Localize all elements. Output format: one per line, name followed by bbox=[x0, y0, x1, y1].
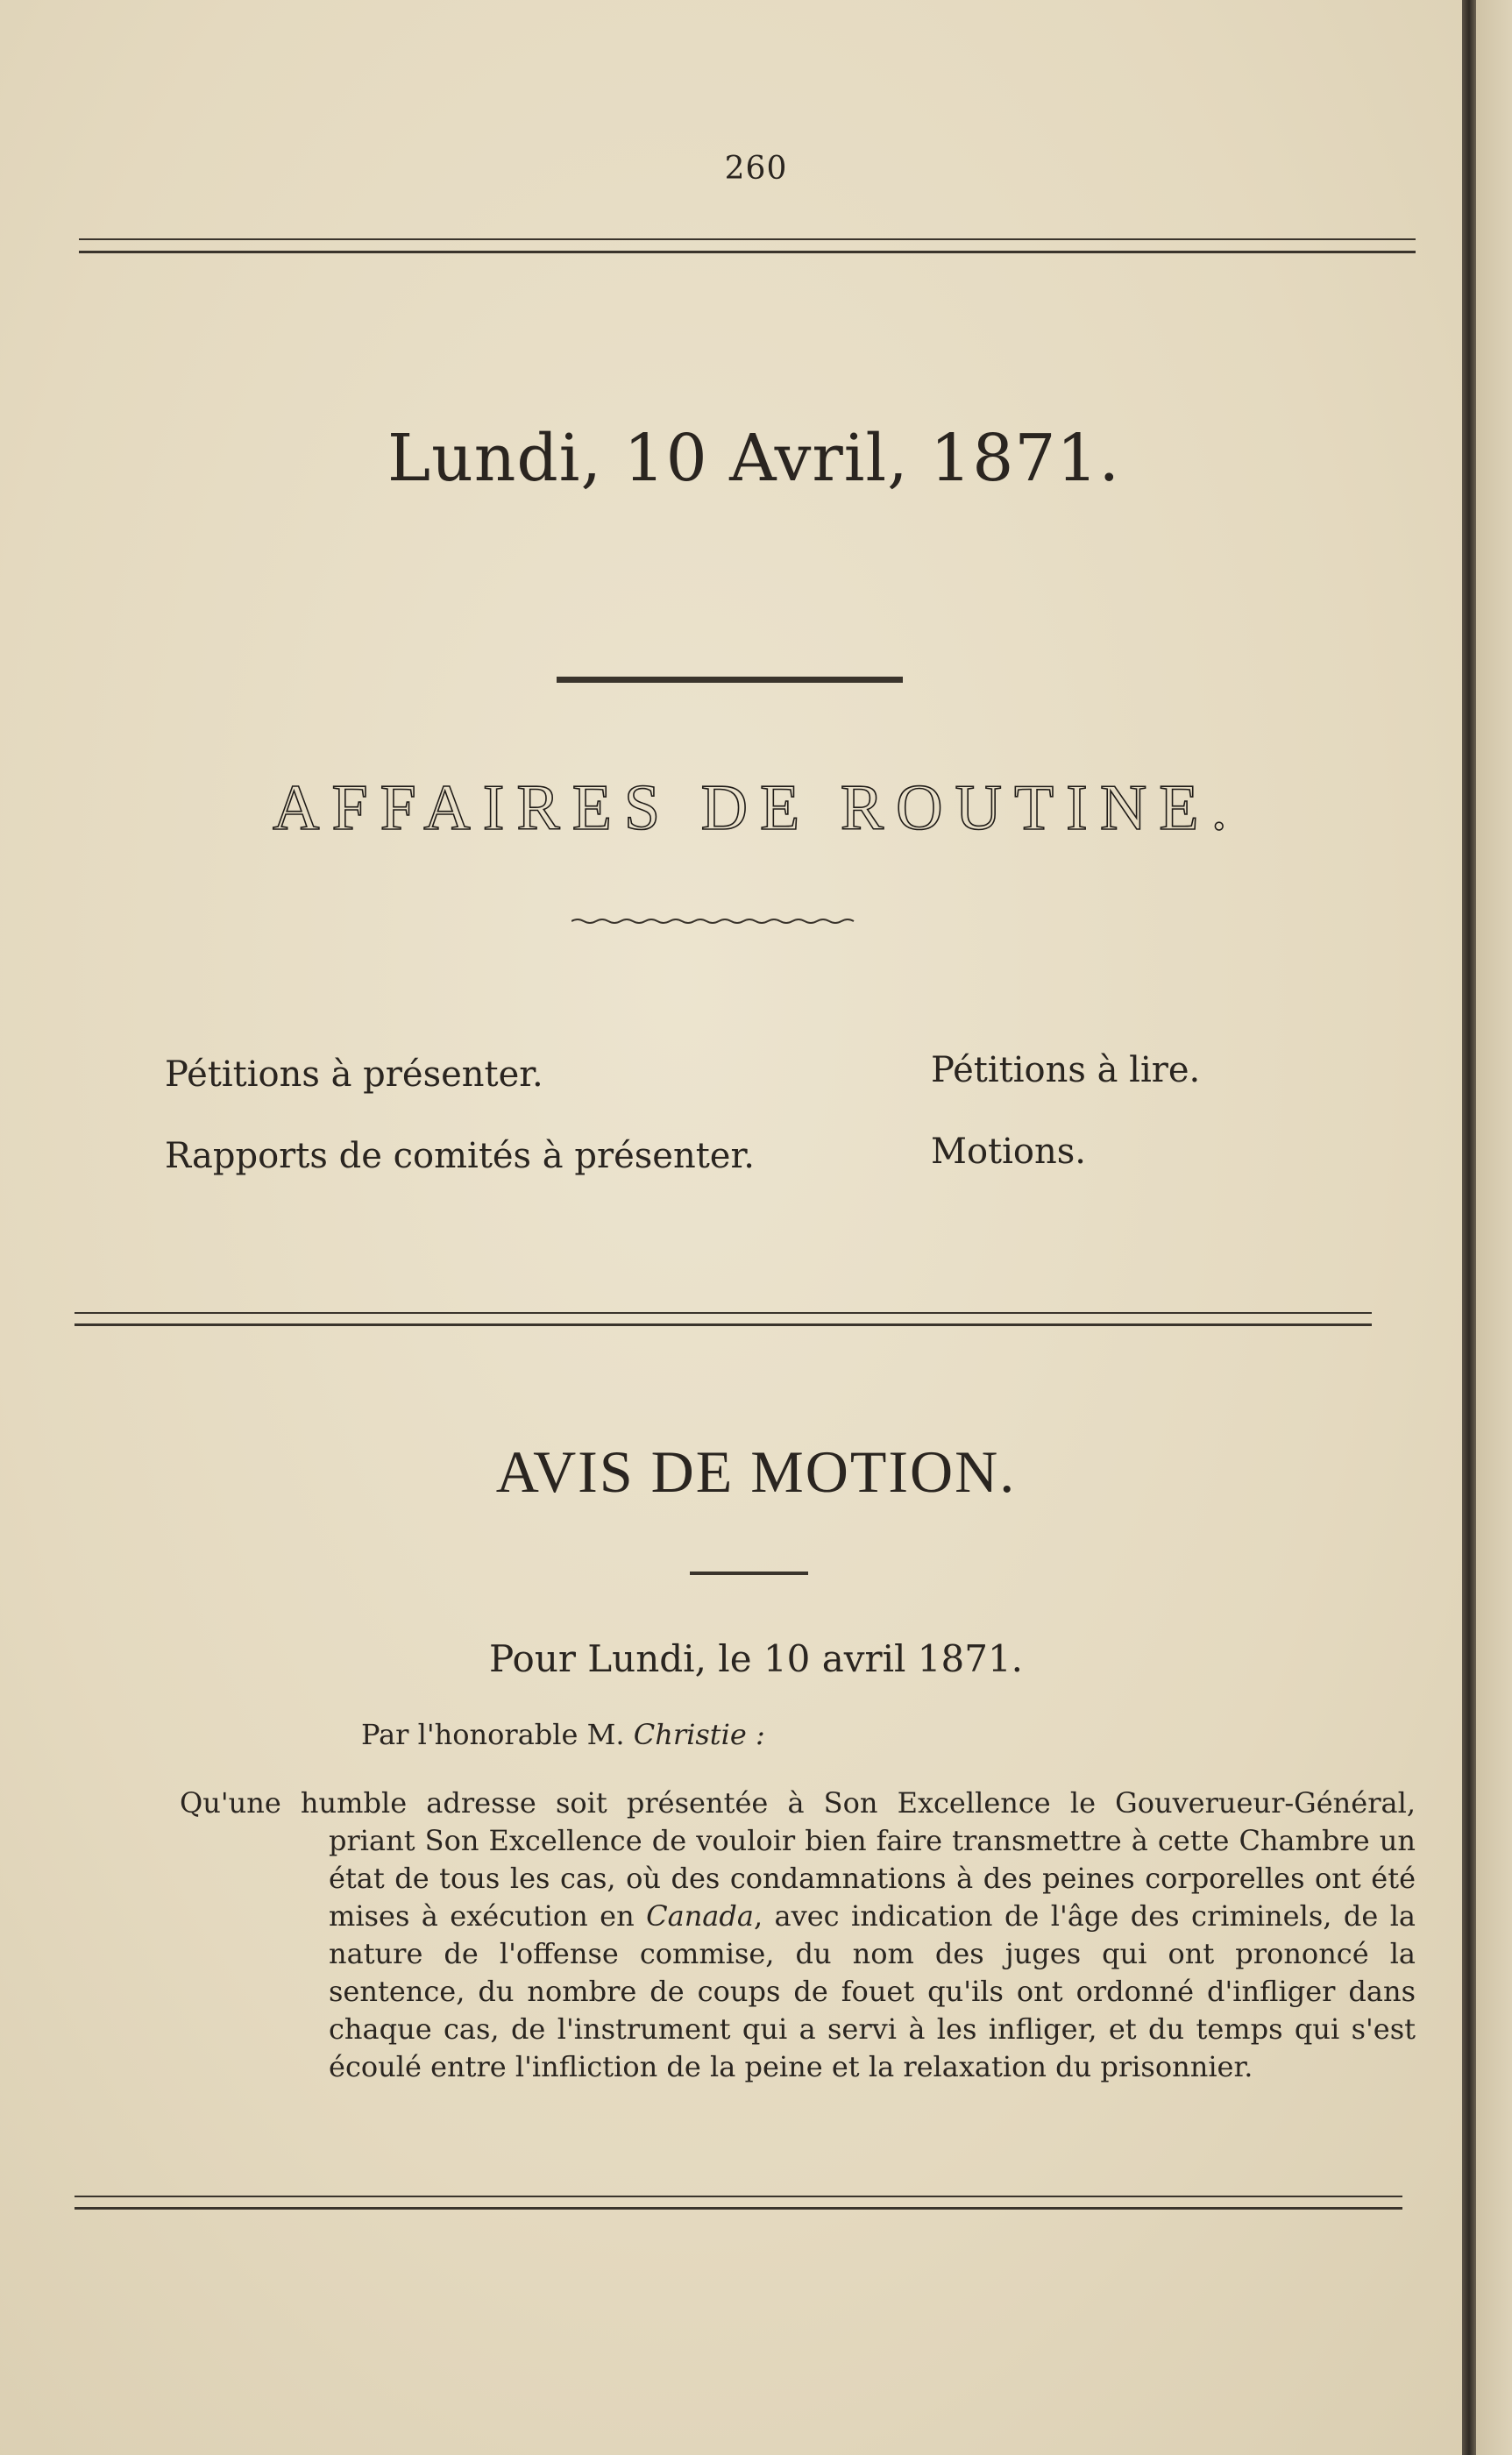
routine-item-rapports-de-comites: Rapports de comités à présenter. bbox=[165, 1136, 755, 1176]
binding-edge bbox=[1462, 0, 1476, 2455]
motion-text-part1: Qu'une humble adresse soit présentée à Son Excellence le Gouverueur-Général, priant Son Excellence de vouloir bien faire transmettre à cette Chambre un état de tous les cas, où des condamnations à des peines corporelles ont été mises à exécution en bbox=[180, 1786, 1416, 1933]
mover-name: Christie : bbox=[633, 1718, 765, 1751]
avis-separator bbox=[690, 1572, 808, 1575]
section-title-text: AFFAIRES DE ROUTINE. bbox=[273, 772, 1239, 844]
date-heading: Lundi, 10 Avril, 1871. bbox=[387, 421, 1121, 496]
motion-date-subheading: Pour Lundi, le 10 avril 1871. bbox=[488, 1637, 1024, 1680]
mover-prefix: Par l'honorable M. bbox=[361, 1718, 625, 1751]
heading-separator bbox=[557, 677, 903, 683]
motion-mover bbox=[361, 1718, 765, 1751]
middle-rule-upper bbox=[75, 1312, 1372, 1314]
routine-item-motions: Motions. bbox=[931, 1132, 1086, 1172]
motion-text-part2: , avec indication de l'âge des criminels, de la nature de l'offense commise, du nom des juges qui ont prononcé la sentence, du nombre de coups de fouet qu'ils ont ordonné d'infliger dans chaque cas, de l'instrument qui a servi à les infliger, et du temps qui s'est écoulé entre l'infliction de la peine et la relaxation du prisonnier. bbox=[329, 1899, 1416, 2083]
avis-de-motion-title: AVIS DE MOTION. bbox=[495, 1438, 1017, 1505]
bottom-rule-lower bbox=[75, 2207, 1402, 2210]
middle-rule-lower bbox=[75, 1323, 1372, 1326]
motion-text-place: Canada bbox=[646, 1899, 754, 1933]
routine-item-petitions-a-lire: Pétitions à lire. bbox=[931, 1050, 1201, 1090]
routine-item-petitions-a-presenter: Pétitions à présenter. bbox=[165, 1054, 543, 1095]
top-rule-upper bbox=[79, 238, 1416, 240]
bottom-rule-upper bbox=[75, 2196, 1402, 2197]
adjacent-page-edge bbox=[1476, 0, 1512, 2455]
motion-text bbox=[180, 1784, 1416, 2086]
motion-paragraph bbox=[180, 1784, 1416, 2086]
title-ornament-rule bbox=[571, 917, 861, 926]
top-rule-lower bbox=[79, 251, 1416, 253]
page-number: 260 bbox=[724, 151, 788, 187]
section-title-affaires-de-routine bbox=[0, 771, 1512, 846]
